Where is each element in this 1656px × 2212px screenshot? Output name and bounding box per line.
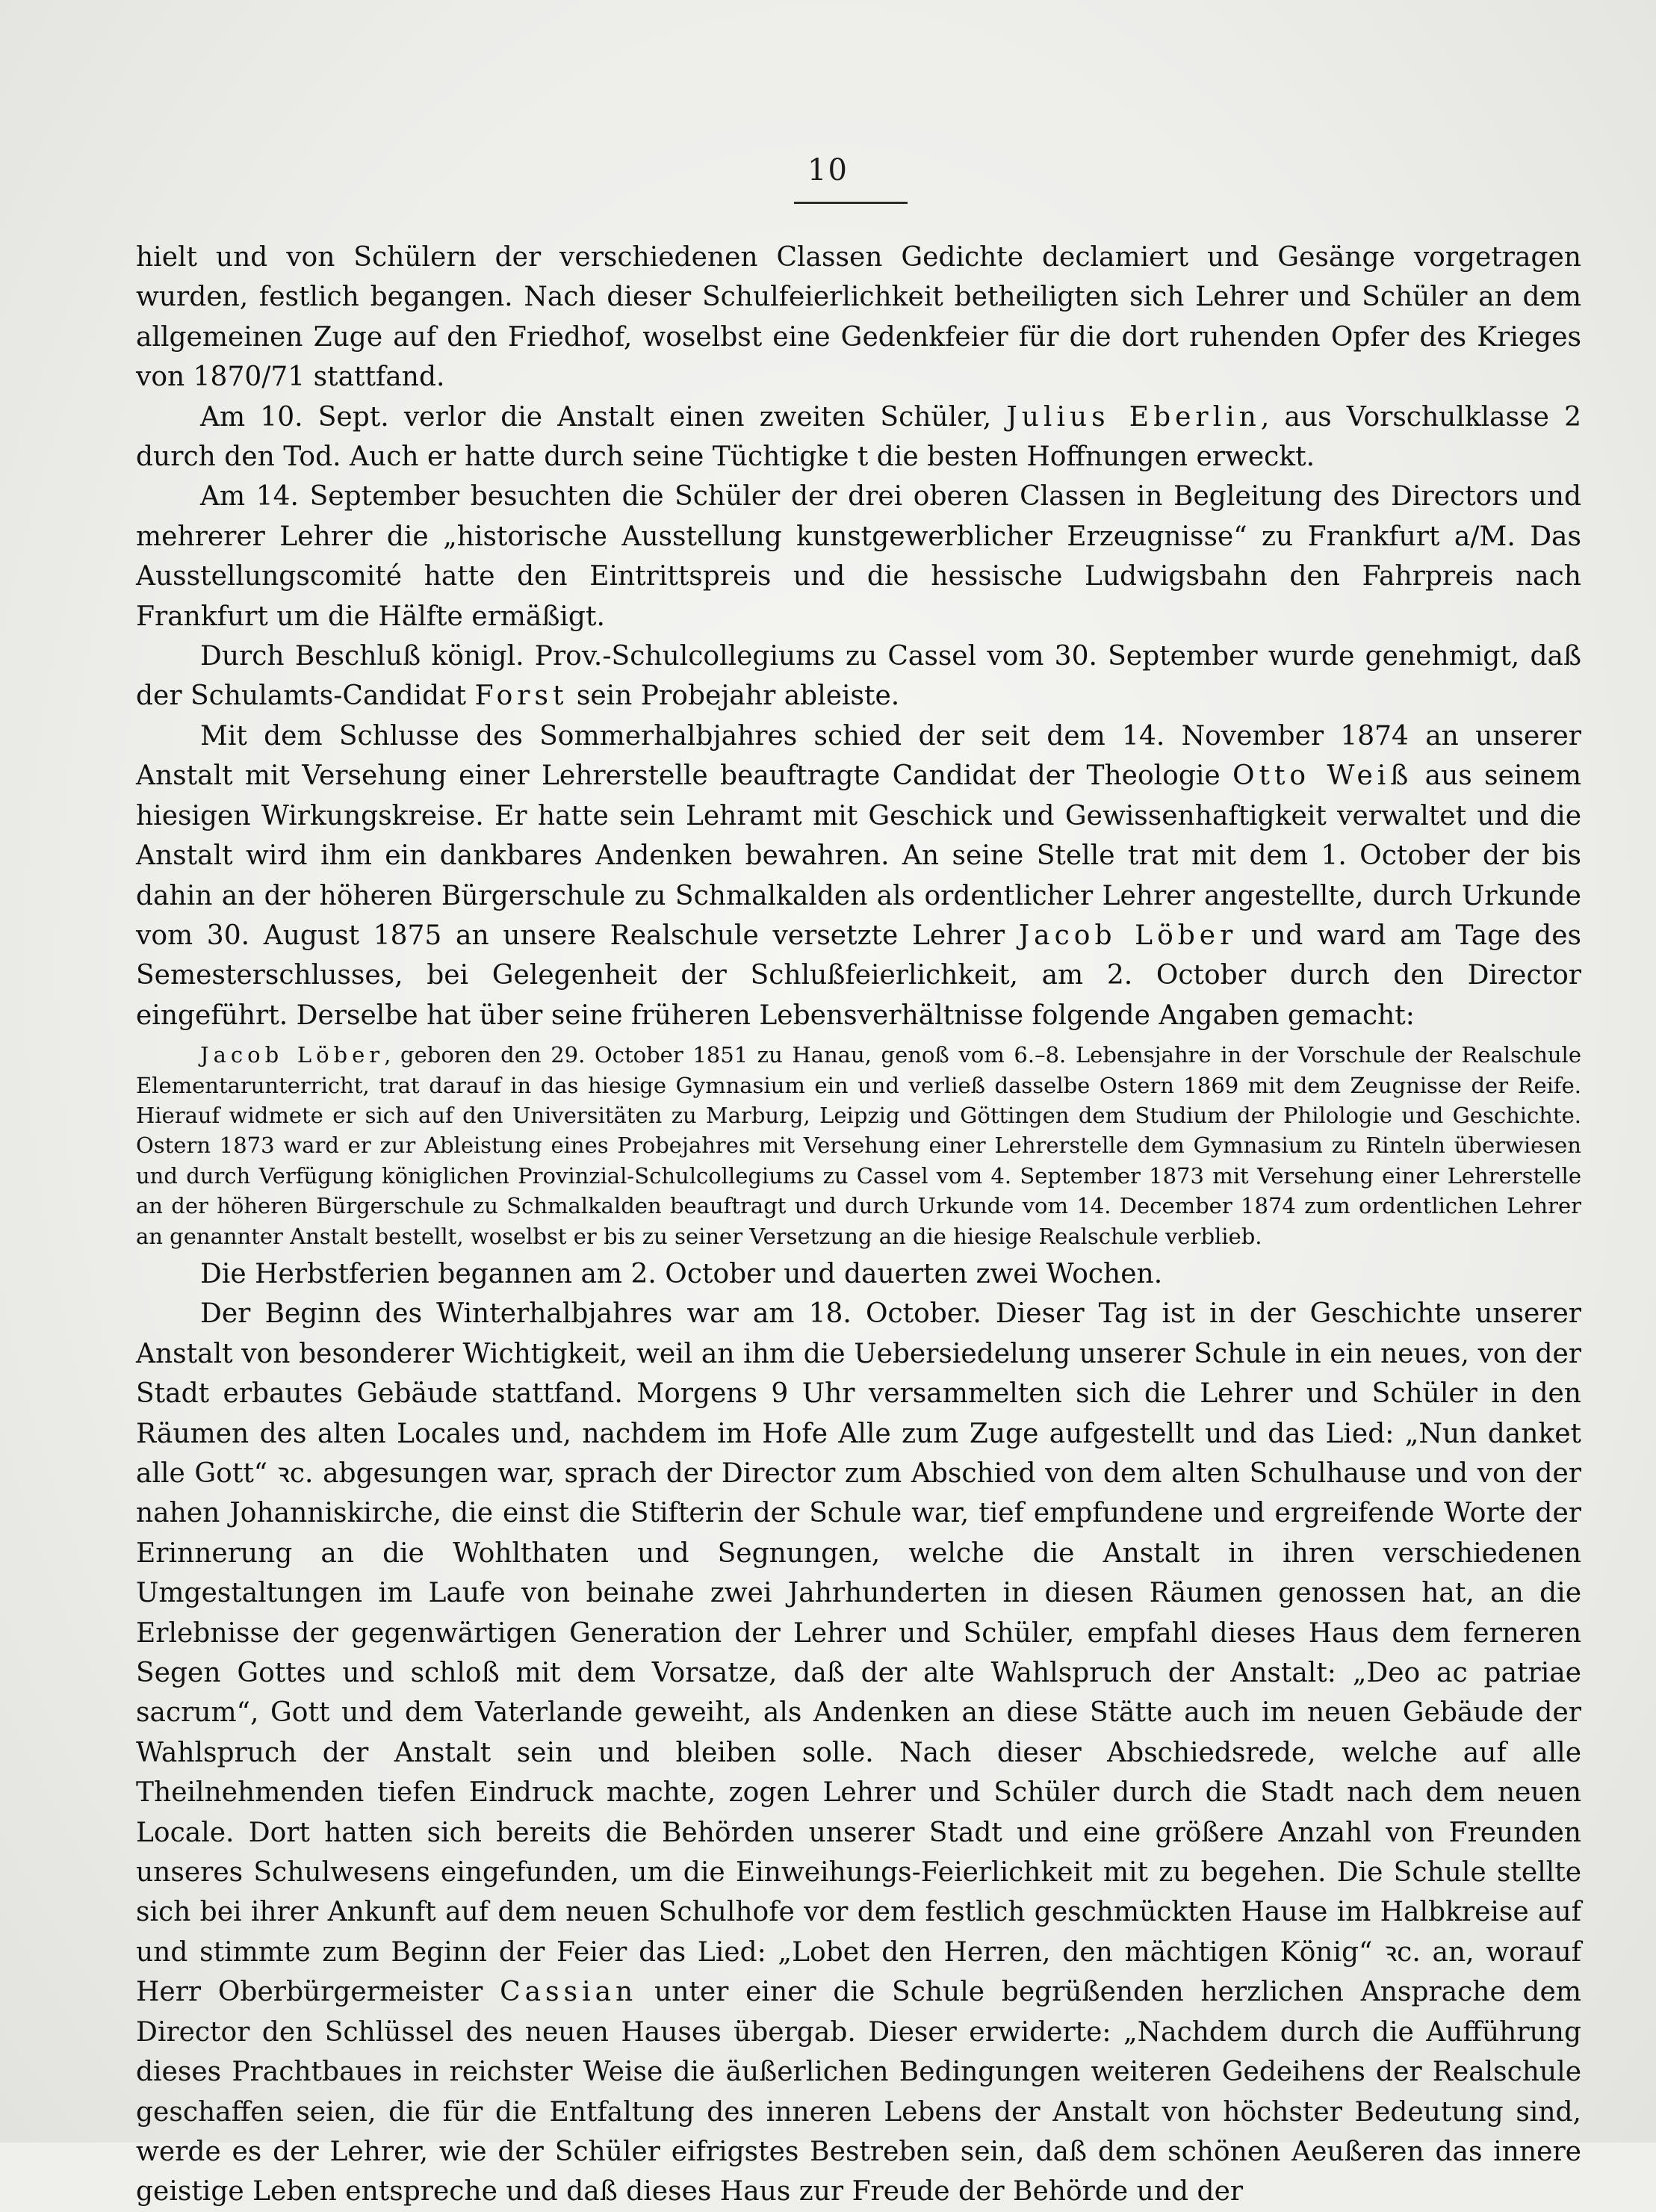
paragraph-text: Am 14. September besuchten die Schüler der drei oberen Classen in Begleitung des Directors und mehrerer Lehrer die „historische Ausstellung kunstgewerblicher Erzeugnisse“ zu Frankfurt a/M. Das Ausstellungscomité hatte den Eintrittspreis und die hessische Ludwigsbahn den Fahrpreis nach Frankfurt um die Hälfte ermäßigt. xyxy=(136,481,1581,632)
page-number: 10 xyxy=(807,153,849,188)
paragraph-text: und ward am Tage des Semesterschlusses, bei Gelegenheit der Schlußfeierlichkeit, am 2. October durch den Director eingeführt. Derselbe hat über seine früheren Lebensverhältnisse folgende Angaben gemacht: xyxy=(136,920,1582,1031)
paragraph-text: Mit dem Schlusse des Sommerhalbjahres schied der seit dem 14. November 1874 an unserer Anstalt mit Versehung einer Lehrerstelle beauftragte Candidat der Theologie xyxy=(136,720,1581,792)
biography-note-text xyxy=(136,1040,1581,1251)
paragraph-text: Durch Beschluß königl. Prov.-Schulcollegiums zu Cassel vom 30. September wurde genehmigt, daß der Schulamts-Candidat xyxy=(136,641,1581,712)
paragraph-text: aus seinem hiesigen Wirkungskreise. Er hatte sein Lehramt mit Geschick und Gewissenhaftigkeit verwaltet und die Anstalt wird ihm ein dankbares Andenken bewahren. An seine Stelle trat mit dem 1. October der bis dahin an der höheren Bürgerschule zu Schmalkalden als ordentlicher Lehrer angestellte, durch Urkunde vom 30. August 1875 an unsere Realschule versetzte Lehrer xyxy=(136,760,1581,951)
paragraph-text: unter einer die Schule begrüßenden herzlichen Ansprache dem Director den Schlüssel des neuen Hauses übergab. Dieser erwiderte: „Nachdem durch die Aufführung dieses Prachtbaues in reichster Weise die äußerlichen Bedingungen weiteren Gedeihens der Realschule geschaffen seien, die für die Entfaltung des inneren Lebens der Anstalt von höchster Bedeutung sind, werde es der Lehrer, wie der Schüler eifrigstes Bestreben sein, daß dem schönen Aeußeren das innere geistige Leben entspreche und daß dieses Haus zur Freude der Behörde und der xyxy=(136,1977,1581,2208)
paragraph-festival-continuation xyxy=(136,238,1581,397)
page-number-rule xyxy=(794,202,908,204)
paragraph-exhibition xyxy=(136,477,1581,636)
paragraph-text: hielt und von Schülern der verschiedenen Classen Gedichte declamiert und Gesänge vorgetragen wurden, festlich begangen. Nach dieser Schulfeierlichkeit betheiligten sich Lehrer und Schüler an dem allgemeinen Zuge auf den Friedhof, woselbst eine Gedenkfeier für die dort ruhenden Opfer des Krieges von 1870/71 stattfand. xyxy=(136,242,1581,393)
paragraph-text: Der Beginn des Winterhalbjahres war am 18. October. Dieser Tag ist in der Geschichte unserer Anstalt von besonderer Wichtigkeit, weil an ihm die Uebersiedelung unserer Schule in ein neues, von der Stadt erbautes Gebäude stattfand. Morgens 9 Uhr versammelten sich die Lehrer und Schüler in den Räumen des alten Locales und, nachdem im Hofe Alle zum Zuge aufgestellt und das Lied: „Nun danket alle Gott“ ꝛc. abgesungen war, sprach der Director zum Abschied von dem alten Schulhause und von der nahen Johanniskirche, die einst die Stifterin der Schule war, tief empfundene und ergreifende Worte der Erinnerung an die Wohlthaten und Segnungen, welche die Anstalt in ihren verschiedenen Umgestaltungen im Laufe von beinahe zwei Jahrhunderten in diesen Räumen genossen hat, an die Erlebnisse der gegenwärtigen Generation der Lehrer und Schüler, empfahl dieses Haus dem ferneren Segen Gottes und schloß mit dem Vorsatze, daß der alte Wahlspruch der Anstalt: „Deo ac patriae sacrum“, Gott und dem Vaterlande geweiht, als Andenken an diese Stätte auch im neuen Gebäude der Wahlspruch der Anstalt sein und bleiben solle. Nach dieser Abschiedsrede, welche auf alle Theilnehmenden tiefen Eindruck machte, zogen Lehrer und Schüler durch die Stadt nach dem neuen Locale. Dort hatten sich bereits die Behörden unserer Stadt und eine größere Anzahl von Freunden unseres Schulwesens eingefunden, um die Einweihungs-Feierlichkeit mit zu begehen. Die Schule stellte sich bei ihrer Ankunft auf dem neuen Schulhofe vor dem festlich geschmückten Hause im Halbkreise auf und stimmte zum Beginn der Feier das Lied: „Lobet den Herren, den mächtigen König“ ꝛc. an, worauf Herr Oberbürgermeister xyxy=(136,1298,1581,2008)
biography-text: , geboren den 29. October 1851 zu Hanau, genoß vom 6.–8. Lebensjahre in der Vorschule der Realschule Elementarunterricht, trat darauf in das hiesige Gymnasium ein und verließ dasselbe Ostern 1869 mit dem Zeugnisse der Reife. Hierauf widmete er sich auf den Universitäten zu Marburg, Leipzig und Göttingen dem Studium der Philologie und Geschichte. Ostern 1873 ward er zur Ableistung eines Probejahres mit Versehung einer Lehrerstelle dem Gymnasium zu Rinteln überwiesen und durch Verfügung königlichen Provinzial-Schulcollegiums zu Cassel vom 4. September 1873 mit Versehung einer Lehrerstelle an der höheren Bürgerschule zu Schmalkalden beauftragt und durch Urkunde vom 14. December 1874 zum ordentlichen Lehrer an genannter Anstalt bestellt, woselbst er bis zu seiner Versetzung an die hiesige Realschule verblieb. xyxy=(136,1042,1581,1249)
spaced-name: Julius Eberlin xyxy=(1006,401,1261,433)
paragraph-forst xyxy=(136,636,1581,716)
spaced-name: Forst xyxy=(474,681,568,712)
spaced-name: Otto Weiß xyxy=(1232,760,1413,792)
spaced-name: Jacob Löber xyxy=(200,1042,385,1068)
paragraph-text: Die Herbstferien begannen am 2. October und dauerten zwei Wochen. xyxy=(200,1258,1163,1289)
paragraph-text: sein Probejahr ableiste. xyxy=(568,681,900,712)
paragraph-weiss-loeber xyxy=(136,716,1581,1035)
paragraph-eberlin xyxy=(136,397,1581,477)
spaced-name: Cassian xyxy=(500,1977,638,2008)
spaced-name: Jacob Löber xyxy=(1018,920,1238,951)
main-text xyxy=(136,238,1581,2212)
paragraph-new-building xyxy=(136,1294,1581,2211)
paragraph-text: , aus Vorschulklasse 2 durch den Tod. Auch er hatte durch seine Tüchtigke t die besten Hoffnungen erweckt. xyxy=(136,401,1581,473)
biography-note xyxy=(136,1040,1581,1251)
paragraph-text: Am 10. Sept. verlor die Anstalt einen zweiten Schüler, xyxy=(200,401,1007,433)
paragraph-autumn-holidays xyxy=(136,1254,1581,1294)
